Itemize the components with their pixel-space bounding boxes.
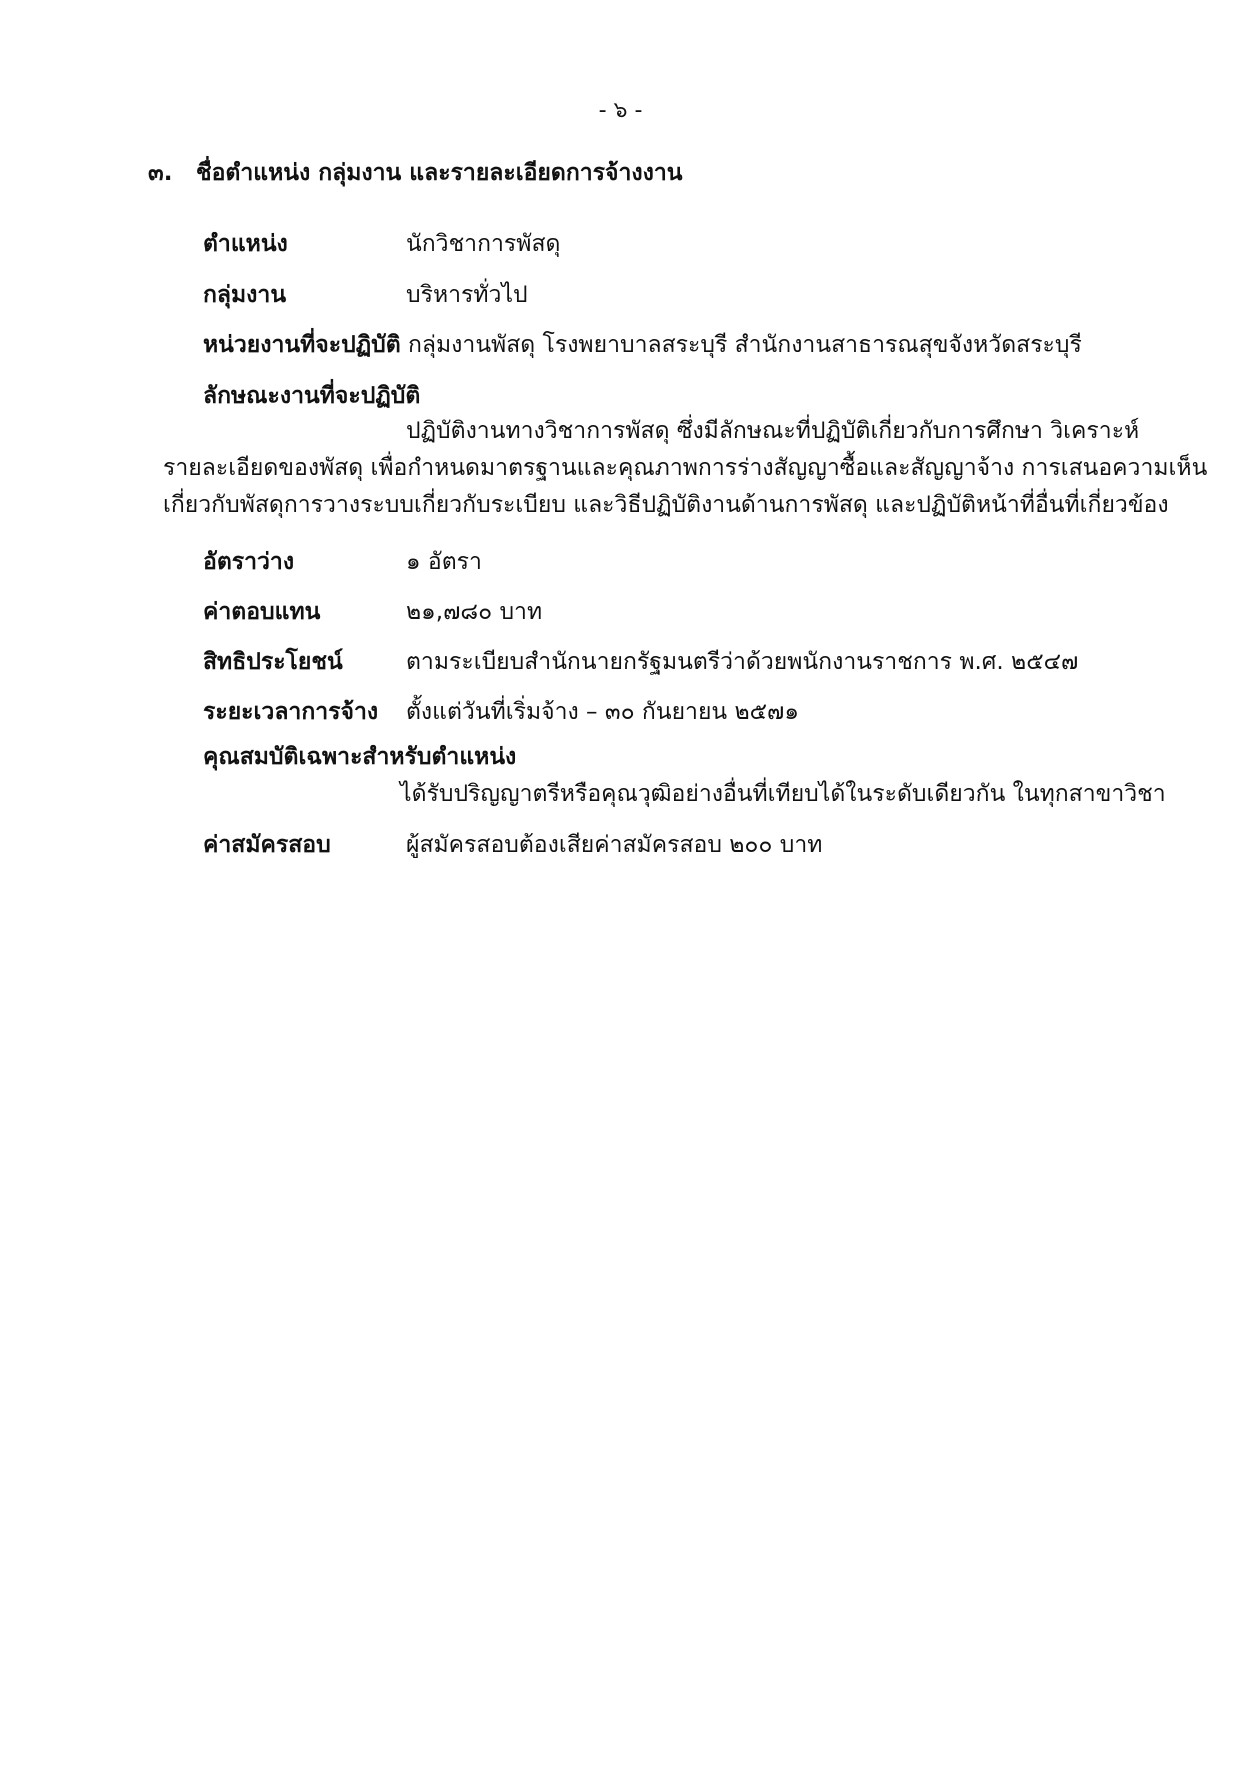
position-value: นักวิชาการพัสดุ <box>406 231 561 257</box>
vacancy-label: อัตราว่าง <box>203 549 295 575</box>
job-nature-line-3: เกี่ยวกับพัสดุการวางระบบเกี่ยวกับระเบียบ และวิธีปฏิบัติงานด้านการพัสดุ และปฏิบัติหน้าที่อื่นที่เกี่ยวข้อง <box>163 492 1169 518</box>
page-number: - ๖ - <box>598 98 643 123</box>
work-group-value: บริหารทั่วไป <box>406 282 528 308</box>
job-nature-label: ลักษณะงานที่จะปฏิบัติ <box>203 383 421 409</box>
job-nature-line-2: รายละเอียดของพัสดุ เพื่อกำหนดมาตรฐานและคุณภาพการร่างสัญญาซื้อและสัญญาจ้าง การเสนอความเห็น <box>163 455 1208 481</box>
work-unit-value: กลุ่มงานพัสดุ โรงพยาบาลสระบุรี สำนักงานสาธารณสุขจังหวัดสระบุรี <box>408 332 1082 358</box>
qualifications-value: ได้รับปริญญาตรีหรือคุณวุฒิอย่างอื่นที่เทียบได้ในระดับเดียวกัน ในทุกสาขาวิชา <box>400 781 1166 807</box>
section-number: ๓. <box>148 160 173 186</box>
job-nature-line-1: ปฏิบัติงานทางวิชาการพัสดุ ซึ่งมีลักษณะที่ปฏิบัติเกี่ยวกับการศึกษา วิเคราะห์ <box>406 418 1140 444</box>
vacancy-value: ๑ อัตรา <box>406 549 482 575</box>
benefits-value: ตามระเบียบสำนักนายกรัฐมนตรีว่าด้วยพนักงานราชการ พ.ศ. ๒๕๔๗ <box>406 649 1079 675</box>
section-title: ชื่อตำแหน่ง กลุ่มงาน และรายละเอียดการจ้างงาน <box>196 160 683 186</box>
position-label: ตำแหน่ง <box>203 231 288 257</box>
compensation-label: ค่าตอบแทน <box>203 599 321 625</box>
employment-period-value: ตั้งแต่วันที่เริ่มจ้าง – ๓๐ กันยายน ๒๕๗๑ <box>406 699 799 725</box>
employment-period-label: ระยะเวลาการจ้าง <box>203 699 379 725</box>
application-fee-value: ผู้สมัครสอบต้องเสียค่าสมัครสอบ ๒๐๐ บาท <box>406 832 823 858</box>
qualifications-label: คุณสมบัติเฉพาะสำหรับตำแหน่ง <box>203 744 517 770</box>
work-unit-label: หน่วยงานที่จะปฏิบัติ <box>203 332 401 358</box>
application-fee-label: ค่าสมัครสอบ <box>203 832 331 858</box>
work-group-label: กลุ่มงาน <box>203 282 287 308</box>
compensation-value: ๒๑,๗๘๐ บาท <box>406 599 543 625</box>
benefits-label: สิทธิประโยชน์ <box>203 649 343 675</box>
